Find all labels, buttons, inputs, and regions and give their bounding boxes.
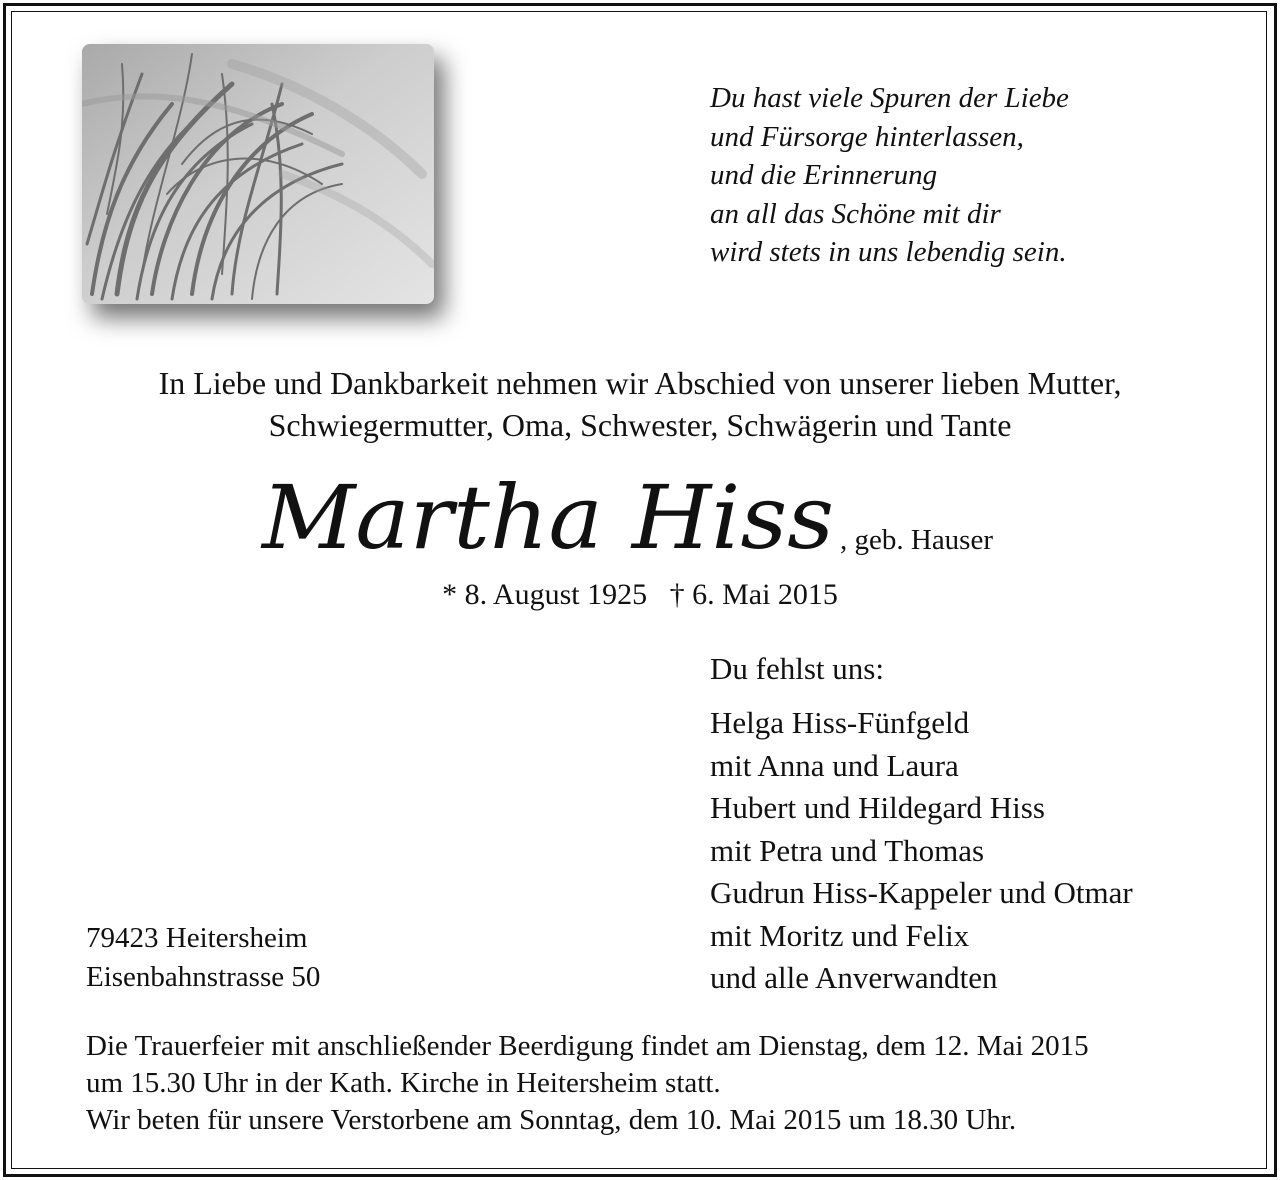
grass-pencil-drawing — [82, 44, 434, 304]
notice-line: Wir beten für unsere Verstorbene am Sonntag, dem 10. Mai 2015 um 18.30 Uhr. — [86, 1104, 1017, 1136]
poem-line: und Fürsorge hinterlassen, — [710, 120, 1024, 153]
poem-line: wird stets in uns lebendig sein. — [710, 236, 1067, 268]
mourners-list — [710, 702, 1133, 1000]
notice-line: um 15.30 Uhr in der Kath. Kirche in Heitersheim statt. — [86, 1067, 721, 1099]
family-address — [86, 919, 320, 996]
poem-line: an all das Schöne mit dir — [710, 197, 1001, 230]
poem-line: Du hast viele Spuren der Liebe — [710, 82, 1069, 114]
farewell-intro — [0, 362, 1280, 446]
poem-line: und die Erinnerung — [710, 159, 938, 191]
funeral-notice — [86, 1028, 1089, 1139]
life-dates — [0, 578, 1280, 612]
deceased-name-text: Martha Hiss — [259, 466, 834, 569]
mourner-line: Gudrun Hiss-Kappeler und Otmar — [710, 875, 1133, 910]
address-line: Eisenbahnstrasse 50 — [86, 960, 321, 993]
deceased-name — [258, 462, 848, 572]
maiden-name: , geb. Hauser — [840, 524, 994, 556]
mourner-line: mit Petra und Thomas — [710, 832, 985, 868]
mourner-line: und alle Anverwandten — [710, 960, 998, 995]
mourner-line: Helga Hiss-Fünfgeld — [710, 705, 970, 740]
mourner-line: mit Moritz und Felix — [710, 917, 970, 953]
poem — [710, 79, 1069, 272]
birth-date: * 8. August 1925 — [442, 578, 648, 611]
death-date: † 6. Mai 2015 — [669, 578, 838, 611]
intro-line: Schwiegermutter, Oma, Schwester, Schwägerin und Tante — [268, 407, 1012, 443]
intro-line: In Liebe und Dankbarkeit nehmen wir Abschied von unserer lieben Mutter, — [158, 365, 1122, 401]
mourner-line: Hubert und Hildegard Hiss — [710, 790, 1045, 825]
address-line: 79423 Heitersheim — [86, 922, 308, 954]
notice-line: Die Trauerfeier mit anschließender Beerdigung findet am Dienstag, dem 12. Mai 2015 — [86, 1030, 1089, 1062]
mourners-heading: Du fehlst uns: — [710, 651, 884, 686]
mourner-line: mit Anna und Laura — [710, 747, 959, 783]
